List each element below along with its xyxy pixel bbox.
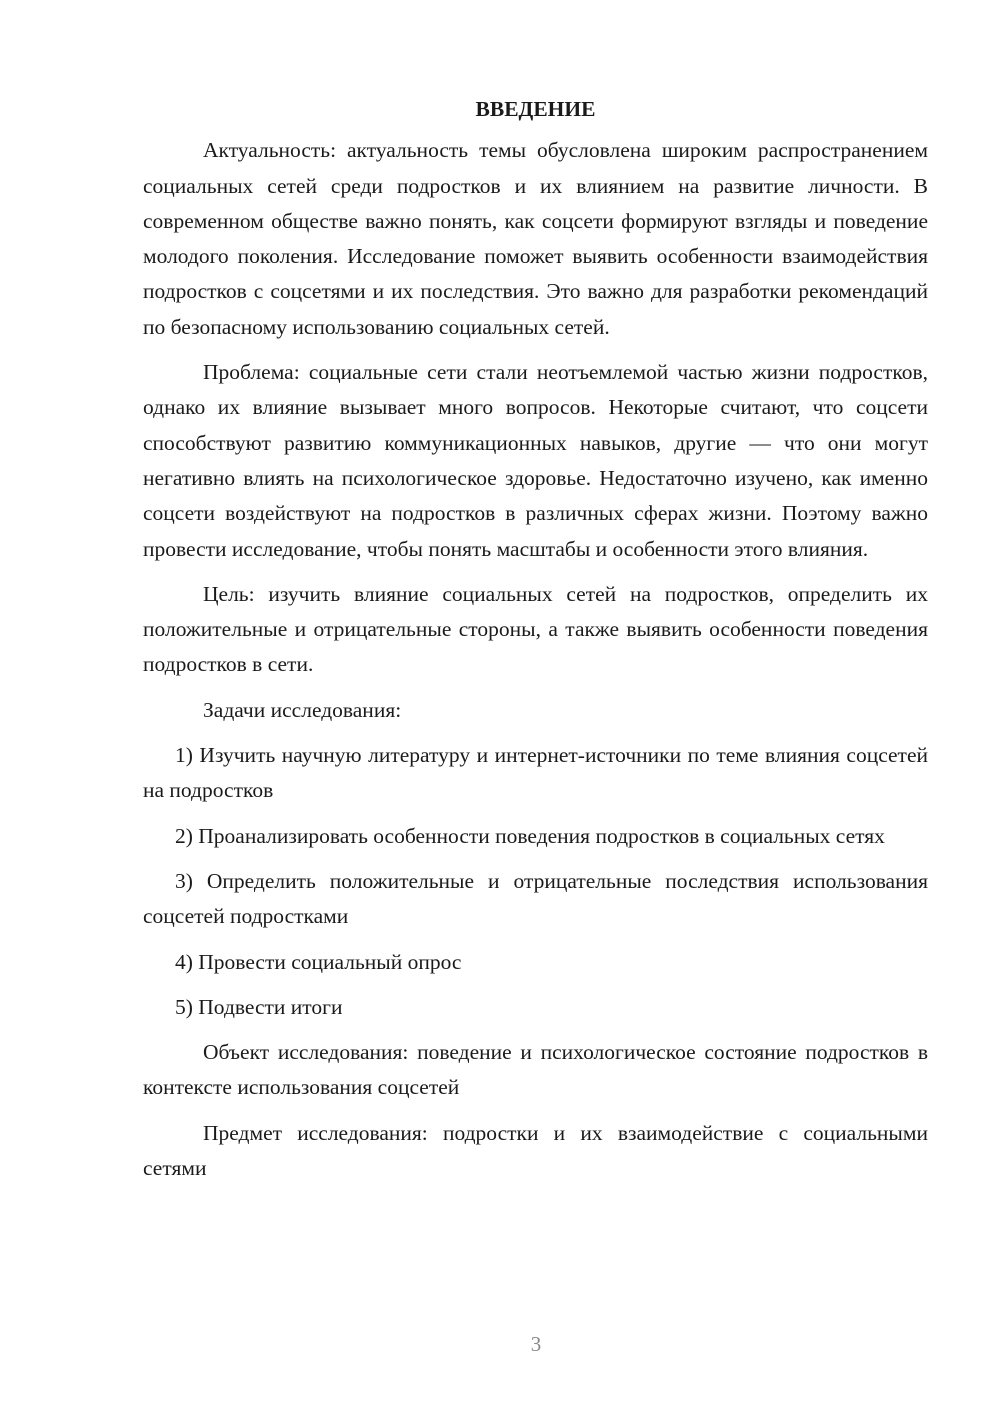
section-title: ВВЕДЕНИЕ [475, 97, 596, 121]
page-number: 3 [530, 1332, 542, 1356]
task-item-3: 3) Определить положительные и отрицательные последствия использования соцсетей подростками [143, 868, 928, 929]
paragraph-problem: Проблема: социальные сети стали неотъемлемой частью жизни подростков, однако их влияние вызывает много вопросов. Некоторые считают, что соцсети способствуют развитию коммуникационных навыков, другие — что они могут негативно влиять на психологическое здоровье. Недостаточно изучено, как именно соцсети воздействуют на подростков в различных сферах жизни. Поэтому важно провести исследование, чтобы понять масштабы и особенности этого влияния. [143, 360, 928, 561]
task-item-2: 2) Проанализировать особенности поведения подростков в социальных сетях [175, 823, 885, 848]
task-item-1: 1) Изучить научную литературу и интернет-источники по теме влияния соцсетей на подростков [143, 743, 928, 803]
paragraph-subject: Предмет исследования: подростки и их взаимодействие с социальными сетями [143, 1120, 928, 1181]
paragraph-goal: Цель: изучить влияние социальных сетей на подростков, определить их положительные и отрицательные стороны, а также выявить особенности поведения подростков в сети. [143, 581, 928, 677]
paragraph-relevance: Актуальность: актуальность темы обусловлена широким распространением социальных сетей среди подростков и их влиянием на развитие личности. В современном обществе важно понять, как соцсети формируют взгляды и поведение молодого поколения. Исследование поможет выявить особенности взаимодействия подростков с соцсетями и их последствия. Это важно для разработки рекомендаций по безопасному использованию социальных сетей. [143, 138, 928, 339]
task-item-4: 4) Провести социальный опрос [175, 949, 462, 974]
page-content [143, 92, 928, 1196]
paragraph-object: Объект исследования: поведение и психологическое состояние подростков в контексте использования соцсетей [143, 1040, 928, 1100]
paragraph-tasks-heading: Задачи исследования: [203, 697, 402, 722]
task-item-5: 5) Подвести итоги [175, 994, 343, 1019]
